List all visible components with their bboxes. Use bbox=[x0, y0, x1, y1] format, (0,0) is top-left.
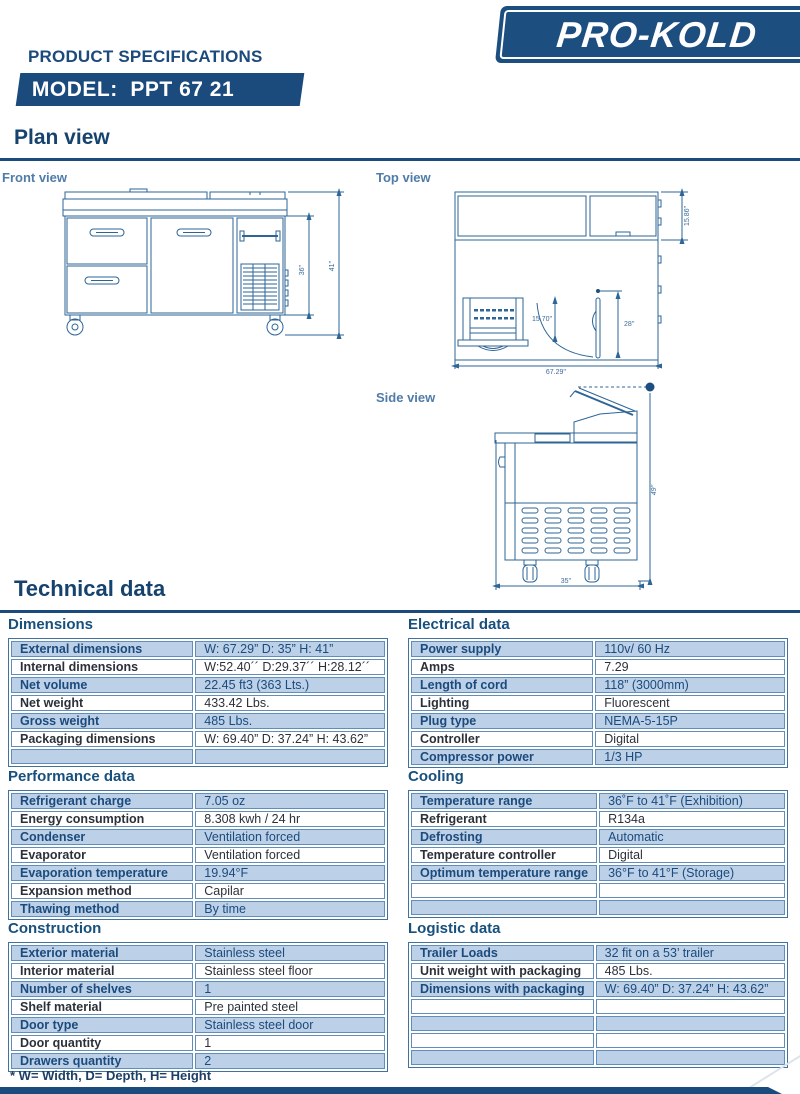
electrical-section bbox=[408, 616, 788, 768]
table-row bbox=[11, 811, 385, 827]
spec-value: 433.42 Lbs. bbox=[195, 695, 385, 711]
spec-value: 1/3 HP bbox=[595, 749, 785, 765]
table-row bbox=[411, 829, 785, 845]
spec-value: W: 67.29” D: 35” H: 41” bbox=[195, 641, 385, 657]
spec-value: Capilar bbox=[195, 883, 385, 899]
model-banner bbox=[16, 73, 305, 106]
top-dim-28: 28'' bbox=[624, 321, 635, 328]
logistic-section bbox=[408, 920, 788, 1068]
table-row bbox=[11, 1035, 385, 1051]
table-row bbox=[411, 865, 785, 881]
spec-value bbox=[596, 999, 785, 1014]
spec-label: Expansion method bbox=[11, 883, 193, 899]
spec-label: Gross weight bbox=[11, 713, 193, 729]
plan-view-title: Plan view bbox=[14, 126, 110, 149]
spec-value: Stainless steel bbox=[195, 945, 385, 961]
spec-label: Net volume bbox=[11, 677, 193, 693]
spec-value: Pre painted steel bbox=[195, 999, 385, 1015]
table-row bbox=[411, 999, 785, 1014]
spec-value: 1 bbox=[195, 1035, 385, 1051]
side-dim-35: 35'' bbox=[560, 578, 572, 585]
top-dim-15-86: 15.86″ bbox=[684, 206, 691, 226]
spec-value: 36˚F to 41˚F (Exhibition) bbox=[599, 793, 785, 809]
page-subtitle: PRODUCT SPECIFICATIONS bbox=[28, 47, 263, 66]
spec-label: Door quantity bbox=[11, 1035, 193, 1051]
model-label: MODEL: PPT 67 21 bbox=[32, 77, 235, 101]
spec-value: Stainless steel floor bbox=[195, 963, 385, 979]
table-row bbox=[11, 981, 385, 997]
table-row bbox=[411, 1050, 785, 1065]
table-row bbox=[11, 945, 385, 961]
table-row bbox=[11, 1017, 385, 1033]
spec-label: Door type bbox=[11, 1017, 193, 1033]
side-dim-49: 49'' bbox=[651, 484, 658, 496]
front-dim-36: 36'' bbox=[299, 264, 306, 276]
spec-label: Power supply bbox=[411, 641, 593, 657]
spec-label: Shelf material bbox=[11, 999, 193, 1015]
spec-value: 1 bbox=[195, 981, 385, 997]
table-row bbox=[411, 900, 785, 915]
table-row bbox=[411, 731, 785, 747]
spec-value bbox=[599, 883, 785, 898]
spec-label: Optimum temperature range bbox=[411, 865, 597, 881]
table-row bbox=[11, 901, 385, 917]
table-row bbox=[411, 713, 785, 729]
spec-value: 32 fit on a 53’ trailer bbox=[596, 945, 785, 961]
spec-value bbox=[596, 1016, 785, 1031]
construction-table bbox=[8, 942, 388, 1072]
spec-value bbox=[596, 1050, 785, 1065]
logistic-heading: Logistic data bbox=[408, 920, 501, 937]
spec-value: Digital bbox=[599, 847, 785, 863]
section-divider bbox=[0, 610, 800, 613]
spec-label: Refrigerant charge bbox=[11, 793, 193, 809]
spec-label: Defrosting bbox=[411, 829, 597, 845]
spec-label bbox=[411, 999, 594, 1014]
spec-label: Trailer Loads bbox=[411, 945, 594, 961]
front-dim-41: 41'' bbox=[329, 260, 336, 272]
spec-label: Temperature range bbox=[411, 793, 597, 809]
dimensions-heading: Dimensions bbox=[8, 616, 94, 633]
top-view-drawing bbox=[448, 178, 696, 374]
spec-label: Energy consumption bbox=[11, 811, 193, 827]
spec-label: Packaging dimensions bbox=[11, 731, 193, 747]
spec-label: Drawers quantity bbox=[11, 1053, 193, 1069]
spec-value bbox=[596, 1033, 785, 1048]
brand-logo-frame bbox=[499, 10, 800, 59]
table-row bbox=[411, 981, 785, 997]
table-row bbox=[411, 677, 785, 693]
table-row bbox=[411, 847, 785, 863]
cooling-section bbox=[408, 768, 788, 918]
table-row bbox=[11, 883, 385, 899]
spec-value: 8.308 kwh / 24 hr bbox=[195, 811, 385, 827]
technical-data-title: Technical data bbox=[14, 576, 166, 601]
dimensions-table bbox=[8, 638, 388, 767]
table-row bbox=[11, 963, 385, 979]
side-view-drawing bbox=[478, 378, 682, 596]
spec-label: Compressor power bbox=[411, 749, 593, 765]
table-row bbox=[11, 641, 385, 657]
spec-value: W: 69.40” D: 37.24” H: 43.62” bbox=[596, 981, 785, 997]
construction-heading: Construction bbox=[8, 920, 102, 937]
front-view-label: Front view bbox=[2, 170, 68, 185]
spec-value: 485 Lbs. bbox=[596, 963, 785, 979]
spec-value: Ventilation forced bbox=[195, 847, 385, 863]
table-row bbox=[11, 677, 385, 693]
spec-value: Digital bbox=[595, 731, 785, 747]
cooling-table bbox=[408, 790, 788, 918]
table-row bbox=[11, 695, 385, 711]
table-row bbox=[411, 641, 785, 657]
legend-footnote: * W= Width, D= Depth, H= Height bbox=[10, 1068, 212, 1083]
table-row bbox=[11, 749, 385, 764]
spec-label: Unit weight with packaging bbox=[411, 963, 594, 979]
construction-section bbox=[8, 920, 388, 1072]
table-row bbox=[11, 999, 385, 1015]
spec-value: 2 bbox=[195, 1053, 385, 1069]
table-row bbox=[411, 695, 785, 711]
table-row bbox=[11, 829, 385, 845]
table-row bbox=[411, 963, 785, 979]
spec-label: External dimensions bbox=[11, 641, 193, 657]
table-row bbox=[411, 749, 785, 765]
side-view-label: Side view bbox=[376, 390, 436, 405]
spec-value bbox=[599, 900, 785, 915]
spec-value: NEMA-5-15P bbox=[595, 713, 785, 729]
spec-value: By time bbox=[195, 901, 385, 917]
spec-value bbox=[195, 749, 385, 764]
footer-bar bbox=[0, 1087, 784, 1094]
electrical-heading: Electrical data bbox=[408, 616, 510, 633]
table-row bbox=[411, 1033, 785, 1048]
spec-label bbox=[411, 1016, 594, 1031]
cooling-heading: Cooling bbox=[408, 768, 464, 785]
top-dim-15-70: 15.70'' bbox=[532, 316, 553, 323]
spec-label bbox=[411, 1033, 594, 1048]
spec-label: Temperature controller bbox=[411, 847, 597, 863]
spec-label bbox=[411, 900, 597, 915]
spec-label: Controller bbox=[411, 731, 593, 747]
spec-value: W: 69.40” D: 37.24” H: 43.62” bbox=[195, 731, 385, 747]
top-view-label: Top view bbox=[376, 170, 431, 185]
spec-label: Refrigerant bbox=[411, 811, 597, 827]
spec-label: Number of shelves bbox=[11, 981, 193, 997]
spec-value: Stainless steel door bbox=[195, 1017, 385, 1033]
spec-label: Evaporator bbox=[11, 847, 193, 863]
table-row bbox=[11, 1053, 385, 1069]
spec-label: Internal dimensions bbox=[11, 659, 193, 675]
top-dim-67-29: 67.29'' bbox=[545, 369, 567, 376]
spec-label bbox=[411, 1050, 594, 1065]
brand-name: PRO-KOLD bbox=[554, 13, 760, 55]
spec-label: Amps bbox=[411, 659, 593, 675]
spec-label bbox=[11, 749, 193, 764]
spec-label: Plug type bbox=[411, 713, 593, 729]
table-row bbox=[11, 713, 385, 729]
spec-value: 7.05 oz bbox=[195, 793, 385, 809]
spec-value: 485 Lbs. bbox=[195, 713, 385, 729]
spec-value: 110v/ 60 Hz bbox=[595, 641, 785, 657]
table-row bbox=[11, 731, 385, 747]
spec-label: Lighting bbox=[411, 695, 593, 711]
spec-label: Length of cord bbox=[411, 677, 593, 693]
table-row bbox=[11, 865, 385, 881]
spec-label: Interior material bbox=[11, 963, 193, 979]
spec-value: Ventilation forced bbox=[195, 829, 385, 845]
table-row bbox=[411, 811, 785, 827]
spec-label: Evaporation temperature bbox=[11, 865, 193, 881]
spec-value: R134a bbox=[599, 811, 785, 827]
spec-label bbox=[411, 883, 597, 898]
performance-section bbox=[8, 768, 388, 920]
spec-label: Exterior material bbox=[11, 945, 193, 961]
front-view-drawing bbox=[52, 180, 358, 348]
table-row bbox=[411, 793, 785, 809]
spec-label: Condenser bbox=[11, 829, 193, 845]
spec-value: 118” (3000mm) bbox=[595, 677, 785, 693]
spec-label: Thawing method bbox=[11, 901, 193, 917]
table-row bbox=[411, 945, 785, 961]
electrical-table bbox=[408, 638, 788, 768]
table-row bbox=[411, 883, 785, 898]
table-row bbox=[411, 659, 785, 675]
section-divider bbox=[0, 158, 800, 161]
performance-table bbox=[8, 790, 388, 920]
spec-value: 19.94°F bbox=[195, 865, 385, 881]
performance-heading: Performance data bbox=[8, 768, 135, 785]
brand-logo bbox=[495, 6, 800, 63]
table-row bbox=[11, 847, 385, 863]
spec-value: 7.29 bbox=[595, 659, 785, 675]
spec-value: 22.45 ft3 (363 Lts.) bbox=[195, 677, 385, 693]
spec-value: 36°F to 41°F (Storage) bbox=[599, 865, 785, 881]
table-row bbox=[11, 659, 385, 675]
dimensions-section bbox=[8, 616, 388, 767]
table-row bbox=[411, 1016, 785, 1031]
spec-value: Fluorescent bbox=[595, 695, 785, 711]
logistic-table bbox=[408, 942, 788, 1068]
spec-label: Dimensions with packaging bbox=[411, 981, 594, 997]
table-row bbox=[11, 793, 385, 809]
spec-label: Net weight bbox=[11, 695, 193, 711]
spec-value: W:52.40´´ D:29.37´´ H:28.12´´ bbox=[195, 659, 385, 675]
spec-value: Automatic bbox=[599, 829, 785, 845]
